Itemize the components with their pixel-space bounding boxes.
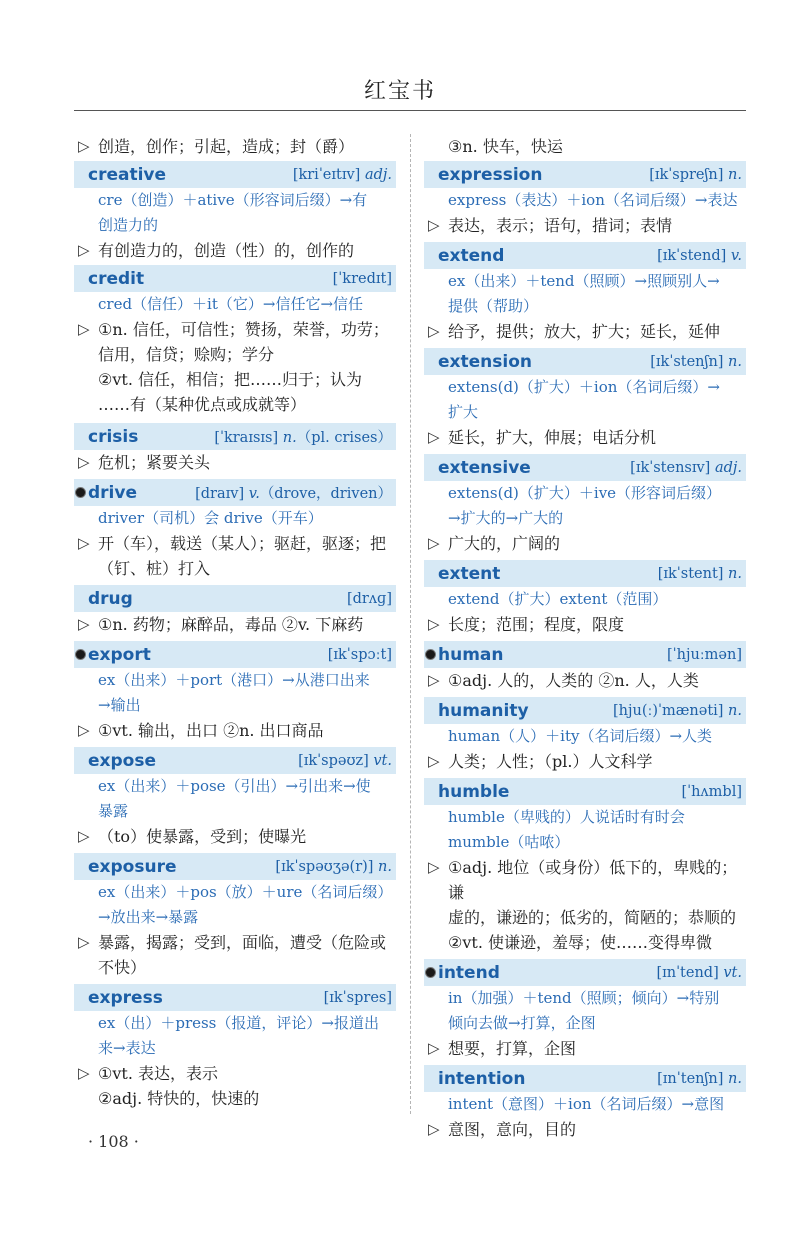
triangle-icon: ▷: [78, 933, 90, 951]
entry-head-extensive: [424, 454, 746, 481]
definition: （钉、桩）打入: [98, 559, 211, 578]
etymology: driver（司机）会 drive（开车）: [98, 509, 323, 527]
definition: 不快）: [98, 958, 147, 977]
phonetic: [ɪkˈspəʊʒə(r)] n.: [275, 858, 392, 875]
entry-head-expression: [424, 161, 746, 188]
triangle-icon: ▷: [78, 1064, 90, 1082]
etymology: →输出: [98, 696, 141, 714]
triangle-icon: ▷: [428, 1039, 440, 1057]
etymology: 暴露: [98, 802, 129, 820]
key-word-bullet-icon: [425, 649, 436, 660]
etymology: cred（信任）＋it（它）→信任它→信任: [98, 295, 364, 313]
entry-head-exposure: [74, 853, 396, 880]
column-divider: [410, 134, 411, 1114]
header-rule: [74, 110, 746, 111]
left-column: [74, 134, 396, 1111]
definition: 虚的，谦逊的；低劣的，简陋的；恭顺的: [448, 908, 737, 927]
etymology: ex（出来）＋port（港口）→从港口出来: [98, 671, 370, 689]
key-word-bullet-icon: [425, 967, 436, 978]
etymology: →放出来→暴露: [98, 908, 199, 926]
headword: drive: [88, 482, 137, 503]
definition: ▷ 暴露，揭露；受到，面临，遭受（危险或: [74, 930, 396, 955]
entry-head-intention: [424, 1065, 746, 1092]
definition: ▷ ①vt. 表达，表示: [74, 1061, 396, 1086]
definition: ▷ 意图，意向，目的: [424, 1117, 746, 1142]
etymology: mumble（咕哝）: [448, 833, 570, 851]
entry-head-creative: [74, 161, 396, 188]
definition: ▷ 危机；紧要关头: [74, 450, 396, 475]
triangle-icon: ▷: [428, 671, 440, 689]
headword: intention: [438, 1068, 526, 1089]
triangle-icon: ▷: [78, 721, 90, 739]
headword: drug: [88, 588, 133, 609]
headword: creative: [88, 164, 167, 185]
etymology: in（加强）＋tend（照顾；倾向）→特别: [448, 989, 720, 1007]
definition: ▷ 有创造力的，创造（性）的，创作的: [74, 238, 396, 263]
definition: ②vt. 信任，相信；把……归于；认为: [98, 370, 362, 389]
triangle-icon: ▷: [78, 320, 90, 338]
etymology: ex（出来）＋pose（引出）→引出来→使: [98, 777, 371, 795]
triangle-icon: ▷: [428, 752, 440, 770]
headword: crisis: [88, 426, 139, 447]
triangle-icon: ▷: [78, 241, 90, 259]
right-column: [424, 134, 746, 1142]
etymology: extens(d)（扩大）＋ive（形容词后缀）: [448, 484, 722, 502]
headword: extend: [438, 245, 505, 266]
definition: ▷ 想要，打算，企图: [424, 1036, 746, 1061]
phonetic: [ɪkˈstent] n.: [657, 565, 742, 582]
entry-head-extend: [424, 242, 746, 269]
key-word-bullet-icon: [75, 649, 86, 660]
definition: ▷ 广大的，广阔的: [424, 531, 746, 556]
phonetic: [ɪkˈspres]: [323, 989, 392, 1006]
entry-head-humanity: [424, 697, 746, 724]
entry-head-credit: [74, 265, 396, 292]
etymology: 倾向去做→打算，企图: [448, 1014, 596, 1032]
definition: ▷ ①n. 信任，可信性；赞扬，荣誉，功劳；: [74, 317, 396, 342]
definition: ②vt. 使谦逊，羞辱；使……变得卑微: [448, 933, 712, 952]
phonetic: [ɪnˈtenʃn] n.: [657, 1070, 742, 1087]
key-word-bullet-icon: [75, 487, 86, 498]
phonetic: [ɪnˈtend] vt.: [656, 964, 742, 981]
headword: humanity: [438, 700, 529, 721]
headword: exposure: [88, 856, 177, 877]
etymology: intent（意图）＋ion（名词后缀）→意图: [448, 1095, 725, 1113]
definition: ▷ ①vt. 输出，出口 ②n. 出口商品: [74, 718, 396, 743]
triangle-icon: ▷: [78, 137, 90, 155]
entry-head-drug: [74, 585, 396, 612]
etymology: ex（出来）＋tend（照顾）→照顾别人→: [448, 272, 720, 290]
etymology: 创造力的: [98, 216, 159, 234]
etymology: human（人）＋ity（名词后缀）→人类: [448, 727, 713, 745]
definition: ▷ ①adj. 地位（或身份）低下的，卑贱的；谦: [424, 855, 746, 905]
etymology: →扩大的→广大的: [448, 509, 564, 527]
definition: ②adj. 特快的，快速的: [98, 1089, 260, 1108]
headword: human: [438, 644, 504, 665]
triangle-icon: ▷: [428, 216, 440, 234]
triangle-icon: ▷: [428, 322, 440, 340]
definition: ▷ 人类；人性；（pl.）人文科学: [424, 749, 746, 774]
phonetic: [hju(ː)ˈmænəti] n.: [613, 702, 742, 719]
headword: extension: [438, 351, 532, 372]
entry-head-extension: [424, 348, 746, 375]
definition: ▷ 创造，创作；引起，造成；封（爵）: [74, 134, 396, 159]
entry-head-drive: [74, 479, 396, 506]
headword: humble: [438, 781, 510, 802]
entry-head-express: [74, 984, 396, 1011]
headword: expose: [88, 750, 156, 771]
triangle-icon: ▷: [428, 858, 440, 876]
phonetic: [ˈhjuːmən]: [666, 646, 742, 663]
triangle-icon: ▷: [78, 453, 90, 471]
definition: ▷ 表达，表示；语句，措词；表情: [424, 213, 746, 238]
entry-head-crisis: [74, 423, 396, 450]
phonetic: [ˈhʌmbl]: [681, 783, 742, 800]
phonetic: [kriˈeɪtɪv] adj.: [292, 166, 392, 183]
definition: ▷ 长度；范围；程度，限度: [424, 612, 746, 637]
phonetic: [draɪv] v.（drove，driven）: [195, 486, 392, 502]
definition: ③n. 快车，快运: [448, 137, 563, 156]
etymology: extens(d)（扩大）＋ion（名词后缀）→: [448, 378, 720, 396]
phonetic: [ɪkˈstensɪv] adj.: [630, 459, 742, 476]
phonetic: [ɪkˈspreʃn] n.: [649, 166, 742, 183]
phonetic: [ɪkˈstend] v.: [657, 247, 742, 264]
triangle-icon: ▷: [428, 534, 440, 552]
etymology: humble（卑贱的）人说话时有时会: [448, 808, 685, 826]
headword: export: [88, 644, 151, 665]
headword: extensive: [438, 457, 531, 478]
definition: ▷ 开（车），载送（某人）；驱赶，驱逐；把: [74, 531, 396, 556]
headword: express: [88, 987, 163, 1008]
phonetic: [ˈkredɪt]: [332, 270, 392, 287]
phonetic: [ˈkraɪsɪs] n.（pl. crises）: [214, 430, 392, 446]
phonetic: [ɪkˈspəʊz] vt.: [298, 752, 392, 769]
etymology: ex（出来）＋pos（放）＋ure（名词后缀）: [98, 883, 393, 901]
page-header-title: 红宝书: [363, 79, 436, 104]
triangle-icon: ▷: [428, 428, 440, 446]
definition: 信用，信贷；赊购；学分: [98, 345, 275, 364]
definition: ▷ 延长，扩大，伸展；电话分机: [424, 425, 746, 450]
definition: ……有（某种优点或成就等）: [98, 395, 307, 414]
triangle-icon: ▷: [78, 615, 90, 633]
entry-head-export: [74, 641, 396, 668]
triangle-icon: ▷: [78, 534, 90, 552]
entry-head-human: [424, 641, 746, 668]
etymology: 来→表达: [98, 1039, 156, 1057]
definition: ▷ ①n. 药物；麻醉品，毒品 ②v. 下麻药: [74, 612, 396, 637]
etymology: cre（创造）＋ative（形容词后缀）→有: [98, 191, 368, 209]
triangle-icon: ▷: [428, 1120, 440, 1138]
entry-head-intend: [424, 959, 746, 986]
headword: expression: [438, 164, 543, 185]
headword: extent: [438, 563, 501, 584]
definition: ▷ （to）使暴露，受到；使曝光: [74, 824, 396, 849]
entry-head-extent: [424, 560, 746, 587]
phonetic: [drʌɡ]: [346, 590, 392, 607]
etymology: ex（出）＋press（报道，评论）→报道出: [98, 1014, 379, 1032]
headword: credit: [88, 268, 145, 289]
etymology: extend（扩大）extent（范围）: [448, 590, 668, 608]
definition: ▷ ①adj. 人的，人类的 ②n. 人，人类: [424, 668, 746, 693]
etymology: express（表达）＋ion（名词后缀）→表达: [448, 191, 738, 209]
entry-head-humble: [424, 778, 746, 805]
triangle-icon: ▷: [78, 827, 90, 845]
etymology: 提供（帮助）: [448, 297, 539, 315]
headword: intend: [438, 962, 500, 983]
page-number: · 108 ·: [88, 1132, 139, 1151]
phonetic: [ɪkˈstenʃn] n.: [650, 353, 742, 370]
entry-head-expose: [74, 747, 396, 774]
triangle-icon: ▷: [428, 615, 440, 633]
phonetic: [ɪkˈspɔːt]: [327, 646, 392, 663]
etymology: 扩大: [448, 403, 479, 421]
definition: ▷ 给予，提供；放大，扩大；延长，延伸: [424, 319, 746, 344]
